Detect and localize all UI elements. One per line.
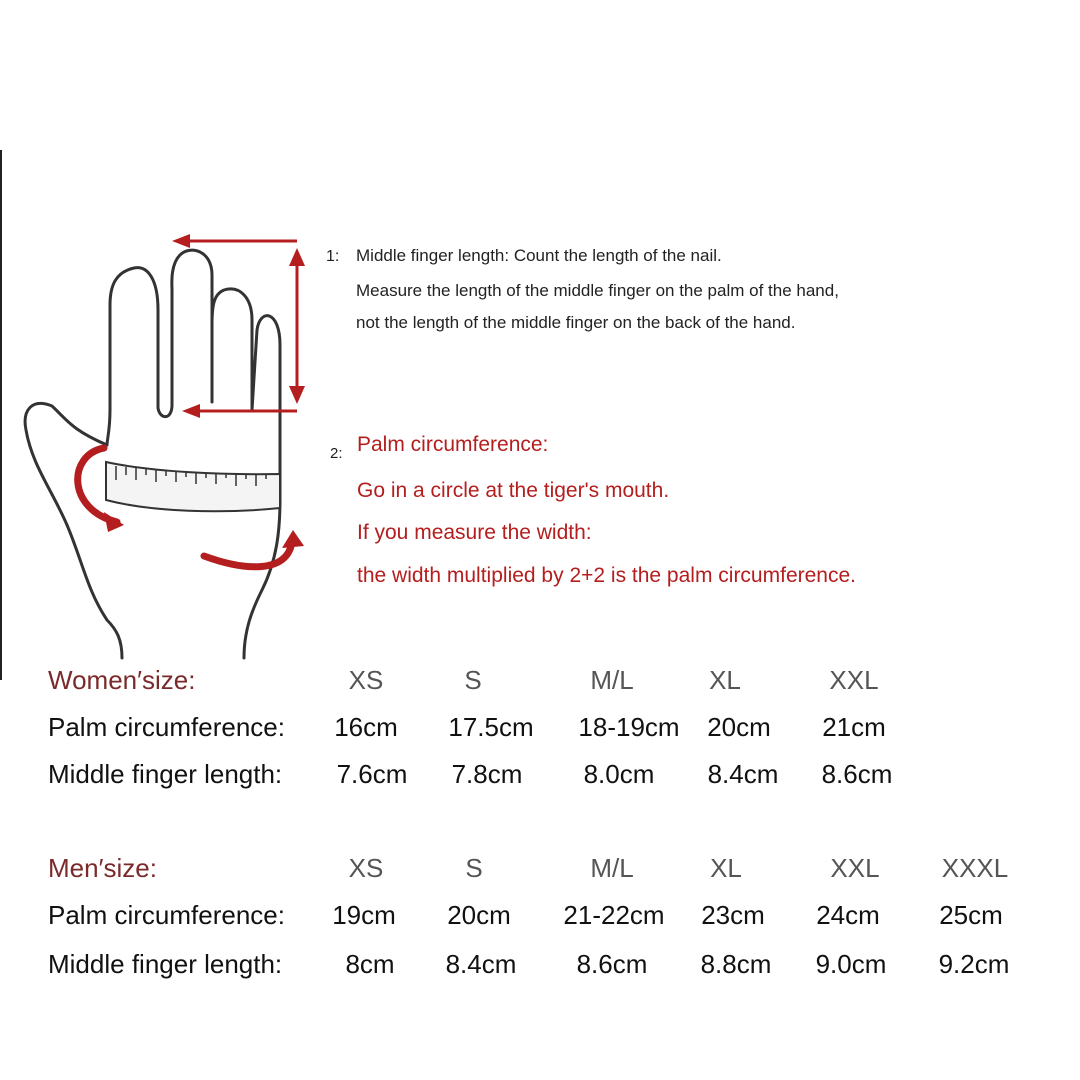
men-finger-xxxl: 9.2cm <box>938 949 1010 979</box>
men-size-xl: XL <box>710 853 742 883</box>
step-1-number: 1: <box>326 248 340 265</box>
women-palm-xl: 20cm <box>707 712 771 742</box>
men-size-xxxl: XXXL <box>941 853 1009 883</box>
men-palm-ml: 21-22cm <box>563 900 665 930</box>
men-size-title: Men′size: <box>48 853 157 883</box>
women-palm-ml: 18-19cm <box>578 712 680 742</box>
men-finger-label: Middle finger length: <box>48 949 283 979</box>
women-size-xxl: XXL <box>829 665 879 695</box>
hand-measurement-diagram <box>12 230 312 660</box>
women-finger-xs: 7.6cm <box>336 759 408 789</box>
men-size-xs: XS <box>348 853 384 883</box>
women-size-header-row <box>0 665 1080 705</box>
men-palm-xl: 23cm <box>701 900 765 930</box>
men-palm-row <box>0 900 1080 940</box>
women-size-xl: XL <box>709 665 741 695</box>
women-finger-s: 7.8cm <box>451 759 523 789</box>
women-palm-label: Palm circumference: <box>48 712 285 742</box>
men-palm-xxxl: 25cm <box>939 900 1003 930</box>
step-2-line-1: Palm circumference: <box>357 433 549 456</box>
men-finger-ml: 8.6cm <box>576 949 648 979</box>
women-size-ml: M/L <box>590 665 634 695</box>
women-finger-xxl: 8.6cm <box>821 759 893 789</box>
step-1-line-2: Measure the length of the middle finger on the palm of the hand, <box>356 281 839 300</box>
women-size-xs: XS <box>348 665 384 695</box>
tape-measure <box>106 462 280 511</box>
men-finger-xs: 8cm <box>345 949 395 979</box>
women-palm-xs: 16cm <box>334 712 398 742</box>
men-size-xxl: XXL <box>830 853 880 883</box>
step-2-number: 2: <box>330 445 343 462</box>
hand-outline <box>25 250 280 658</box>
men-size-s: S <box>465 853 483 883</box>
men-finger-s: 8.4cm <box>445 949 517 979</box>
women-size-s: S <box>464 665 482 695</box>
men-finger-xl: 8.8cm <box>700 949 772 979</box>
men-finger-xxl: 9.0cm <box>815 949 887 979</box>
women-palm-row <box>0 712 1080 752</box>
women-size-title: Women′size: <box>48 665 196 695</box>
step-1-line-3: not the length of the middle finger on the back of the hand. <box>356 313 796 332</box>
step-2-line-3: If you measure the width: <box>357 521 592 544</box>
women-palm-s: 17.5cm <box>448 712 534 742</box>
men-palm-xxl: 24cm <box>816 900 880 930</box>
men-size-ml: M/L <box>590 853 634 883</box>
step-2-line-4: the width multiplied by 2+2 is the palm circumference. <box>357 564 856 587</box>
left-border-line <box>0 150 2 680</box>
women-palm-xxl: 21cm <box>822 712 886 742</box>
men-finger-row <box>0 949 1080 989</box>
women-finger-row <box>0 759 1080 799</box>
women-finger-label: Middle finger length: <box>48 759 283 789</box>
men-palm-s: 20cm <box>447 900 511 930</box>
circumference-arrow-right <box>204 542 292 567</box>
men-size-header-row <box>0 853 1080 893</box>
step-2-line-2: Go in a circle at the tiger's mouth. <box>357 479 670 502</box>
men-palm-label: Palm circumference: <box>48 900 285 930</box>
step-1-line-1: Middle finger length: Count the length of the nail. <box>356 246 722 265</box>
women-finger-ml: 8.0cm <box>583 759 655 789</box>
women-finger-xl: 8.4cm <box>707 759 779 789</box>
men-palm-xs: 19cm <box>332 900 396 930</box>
